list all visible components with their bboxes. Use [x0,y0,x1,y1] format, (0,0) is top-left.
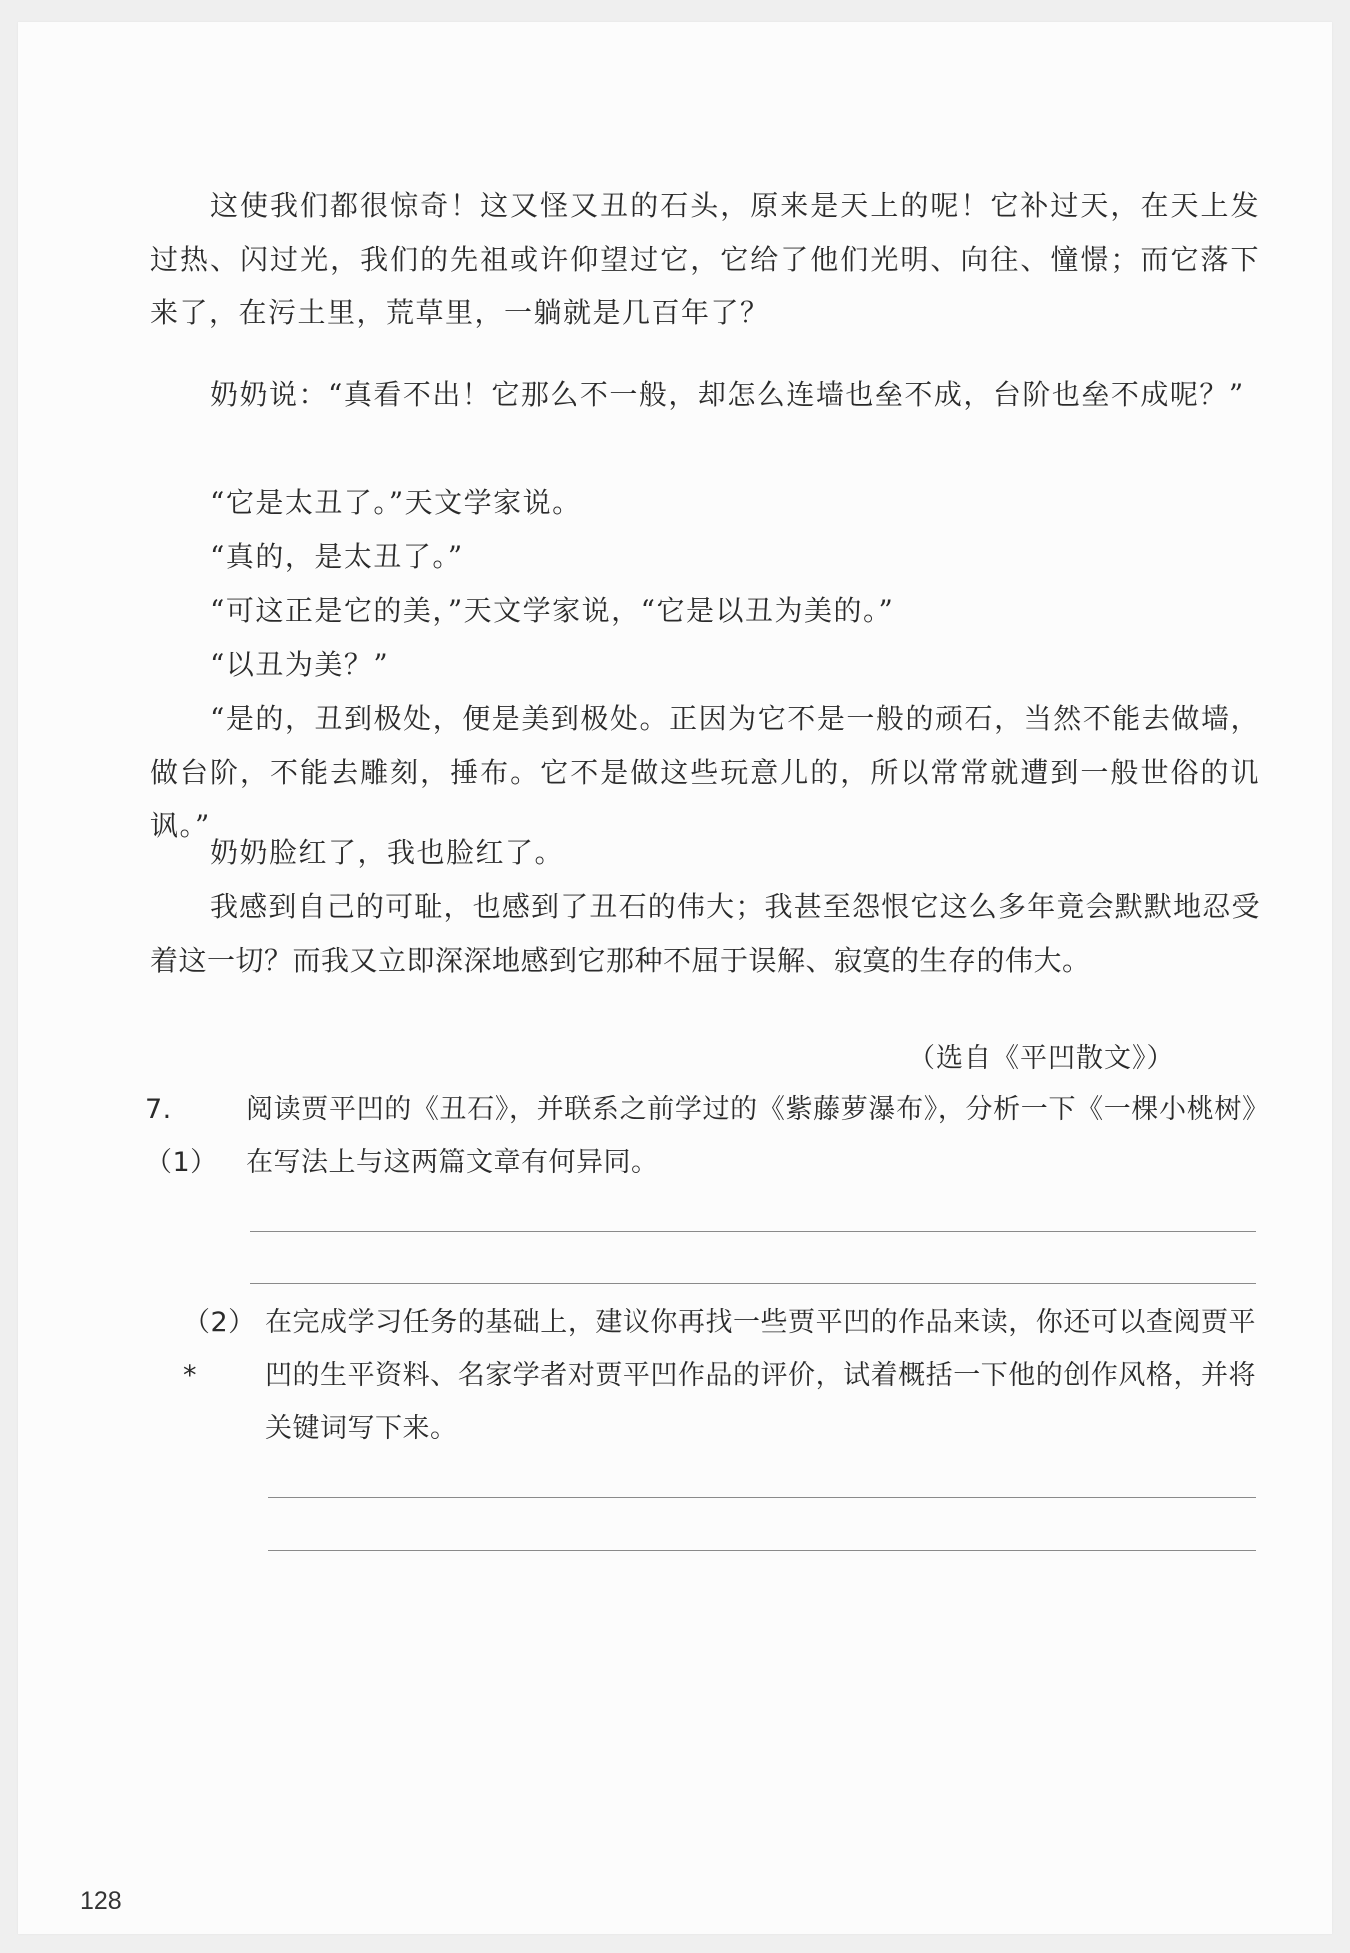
answer-line-1-1[interactable] [250,1231,1256,1232]
paragraph-2: 奶奶说：“真看不出！它那么不一般，却怎么连墙也垒不成，台阶也垒不成呢？” [210,378,1245,411]
paragraph-4: “真的，是太丑了。” [210,540,464,573]
page [18,22,1332,1934]
question-7-part-1-number: 7. （1） [145,1094,218,1178]
paragraph-9: 我感到自己的可耻，也感到了丑石的伟大；我甚至怨恨它这么多年竟会默默地忍受着这一切？而我又立即深深地感到它那种不屈于误解、寂寞的生存的伟大。 [150,890,1260,977]
paragraph-1: 这使我们都很惊奇！这又怪又丑的石头，原来是天上的呢！它补过天，在天上发过热、闪过光，我们的先祖或许仰望过它，它给了他们光明、向往、憧憬；而它落下来了，在污土里，荒草里，一躺就是几百年了？ [150,189,1260,329]
paragraph-5: “可这正是它的美，”天文学家说，“它是以丑为美的。” [210,594,895,627]
answer-line-2-1[interactable] [268,1497,1256,1498]
question-7-part-1-text: 阅读贾平凹的《丑石》，并联系之前学过的《紫藤萝瀑布》，分析一下《一棵小桃树》在写法上与这两篇文章有何异同。 [246,1094,1256,1178]
question-7-part-2-text: 在完成学习任务的基础上，建议你再找一些贾平凹的作品来读，你还可以查阅贾平凹的生平资料、名家学者对贾平凹作品的评价，试着概括一下他的创作风格，并将关键词写下来。 [265,1307,1256,1444]
question-7-part-2-number: （2）* [183,1307,256,1391]
paragraph-6: “以丑为美？” [210,648,390,681]
answer-line-1-2[interactable] [250,1283,1256,1284]
answer-line-2-2[interactable] [268,1550,1256,1551]
paragraph-7: “是的，丑到极处，便是美到极处。正因为它不是一般的顽石，当然不能去做墙，做台阶，不能去雕刻，捶布。它不是做这些玩意儿的，所以常常就遭到一般世俗的讥讽。” [150,702,1260,842]
paragraph-8: 奶奶脸红了，我也脸红了。 [210,836,565,869]
paragraph-3: “它是太丑了。”天文学家说。 [210,486,582,519]
page-number: 128 [80,1887,122,1915]
source-citation: （选自《平凹散文》） [908,1043,1175,1074]
